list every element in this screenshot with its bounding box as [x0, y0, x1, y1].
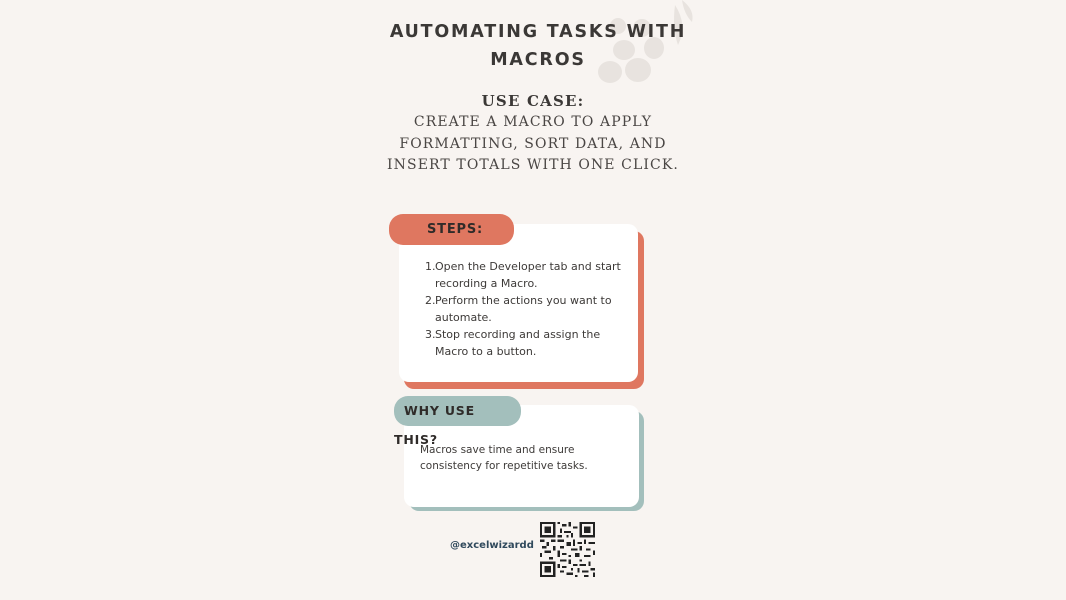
step-item — [425, 292, 625, 326]
use-case-line: INSERT TOTALS WITH ONE CLICK. — [387, 157, 679, 173]
step-item — [425, 326, 625, 360]
step-number: 1. — [425, 260, 436, 273]
step-text: Stop recording and assign the Macro to a button. — [435, 328, 601, 358]
step-item — [425, 258, 625, 292]
steps-list — [425, 258, 625, 360]
why-tab: WHY USE THIS? — [394, 396, 521, 426]
steps-tab: STEPS: — [389, 214, 514, 245]
page-title — [383, 18, 693, 74]
use-case-text — [383, 112, 683, 177]
use-case-line: CREATE A MACRO TO APPLY — [413, 114, 653, 130]
social-handle: @excelwizardd — [450, 540, 534, 551]
use-case-heading: USE CASE: — [481, 92, 585, 110]
step-text: Perform the actions you want to automate. — [435, 294, 612, 324]
why-text: Macros save time and ensure consistency for repetitive tasks. — [420, 444, 588, 472]
step-number: 3. — [425, 328, 436, 341]
title-line: MACROS — [490, 50, 586, 70]
title-line: AUTOMATING TASKS WITH — [389, 22, 687, 42]
qr-code-icon — [540, 522, 595, 577]
step-text: Open the Developer tab and start recording a Macro. — [435, 260, 621, 290]
use-case-line: FORMATTING, SORT DATA, AND — [399, 135, 667, 152]
step-number: 2. — [425, 294, 436, 307]
